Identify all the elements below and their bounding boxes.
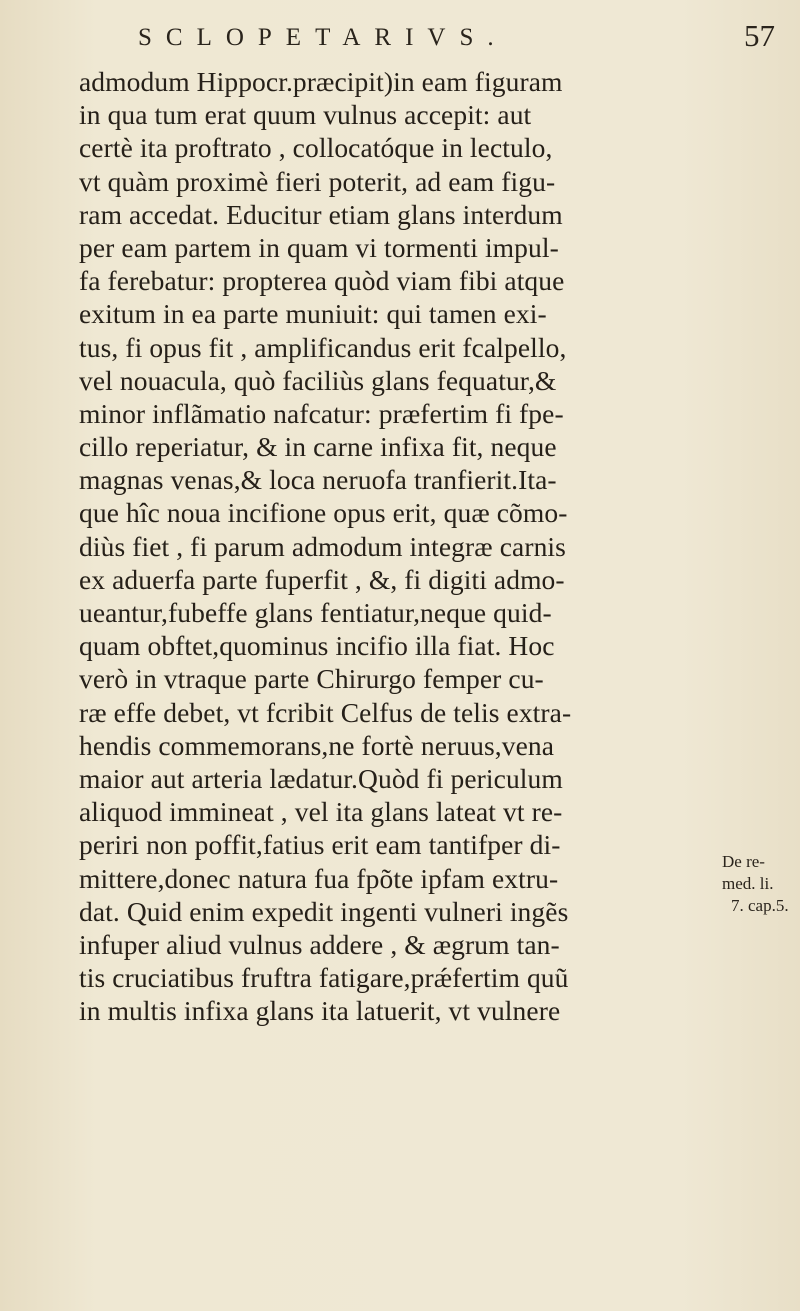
text-line: maior aut arteria lædatur.Quòd fi periculum (79, 762, 563, 794)
text-line: in qua tum erat quum vulnus accepit: aut (79, 99, 532, 131)
marginal-note-line: De re- (722, 852, 765, 871)
text-line: minor inflãmatio nafcatur: præfertim fi fpe- (79, 397, 564, 429)
text-line: certè ita proftrato , collocatóque in lectulo, (79, 132, 553, 164)
marginal-note (718, 851, 796, 917)
running-head: SCLOPETARIVS. (138, 24, 508, 51)
text-line: tis cruciatibus fruftra fatigare,prǽfertim quũ (79, 962, 569, 994)
text-line: vel nouacula, quò faciliùs glans fequatur,& (79, 364, 557, 396)
text-line: hendis commemorans,ne fortè neruus,vena (79, 729, 555, 761)
text-line: diùs fiet , fi parum admodum integræ carnis (79, 530, 566, 562)
text-line: infuper aliud vulnus addere , & ægrum tan- (79, 928, 560, 960)
text-line: aliquod immineat , vel ita glans lateat vt re- (79, 796, 563, 828)
page-number: 57 (744, 18, 775, 53)
marginal-note-line: med. li. (722, 874, 774, 893)
text-line: exitum in ea parte muniuit: qui tamen exi- (79, 298, 547, 330)
text-line: ex aduerfa parte fuperfit , &, fi digiti admo- (79, 563, 565, 595)
marginal-note-line: 7. cap.5. (731, 896, 789, 915)
text-line: mittere,donec natura fua fpõte ipfam extru- (79, 862, 559, 894)
text-line: quam obftet,quominus incifio illa fiat. Hoc (79, 630, 555, 662)
text-line: ueantur,fubeffe glans fentiatur,neque quid- (79, 597, 552, 628)
text-line: fa ferebatur: propterea quòd viam fibi atque (79, 265, 565, 297)
text-line: admodum Hippocr.præcipit)in eam figuram (79, 66, 563, 97)
text-line: que hîc noua incifione opus erit, quæ cõmo- (79, 497, 568, 529)
text-line: magnas venas,& loca neruofa tranfierit.Ita- (79, 464, 557, 496)
text-line: cillo reperiatur, & in carne infixa fit, neque (79, 431, 557, 463)
text-line: ram accedat. Educitur etiam glans interdum (79, 198, 563, 230)
text-line: ræ effe debet, vt fcribit Celfus de telis extra- (79, 696, 572, 728)
text-line: tus, fi opus fit , amplificandus erit fcalpello, (79, 331, 567, 363)
text-line: in multis infixa glans ita latuerit, vt vulnere (79, 995, 561, 1027)
body-text (79, 65, 714, 1027)
text-line: verò in vtraque parte Chirurgo femper cu- (79, 663, 544, 695)
text-line: dat. Quid enim expedit ingenti vulneri ingẽs (79, 895, 569, 927)
text-line: periri non poffit,fatius erit eam tantifper di- (79, 829, 561, 861)
text-line: per eam partem in quam vi tormenti impul- (79, 231, 559, 263)
text-line: vt quàm proximè fieri poterit, ad eam figu- (79, 165, 556, 197)
